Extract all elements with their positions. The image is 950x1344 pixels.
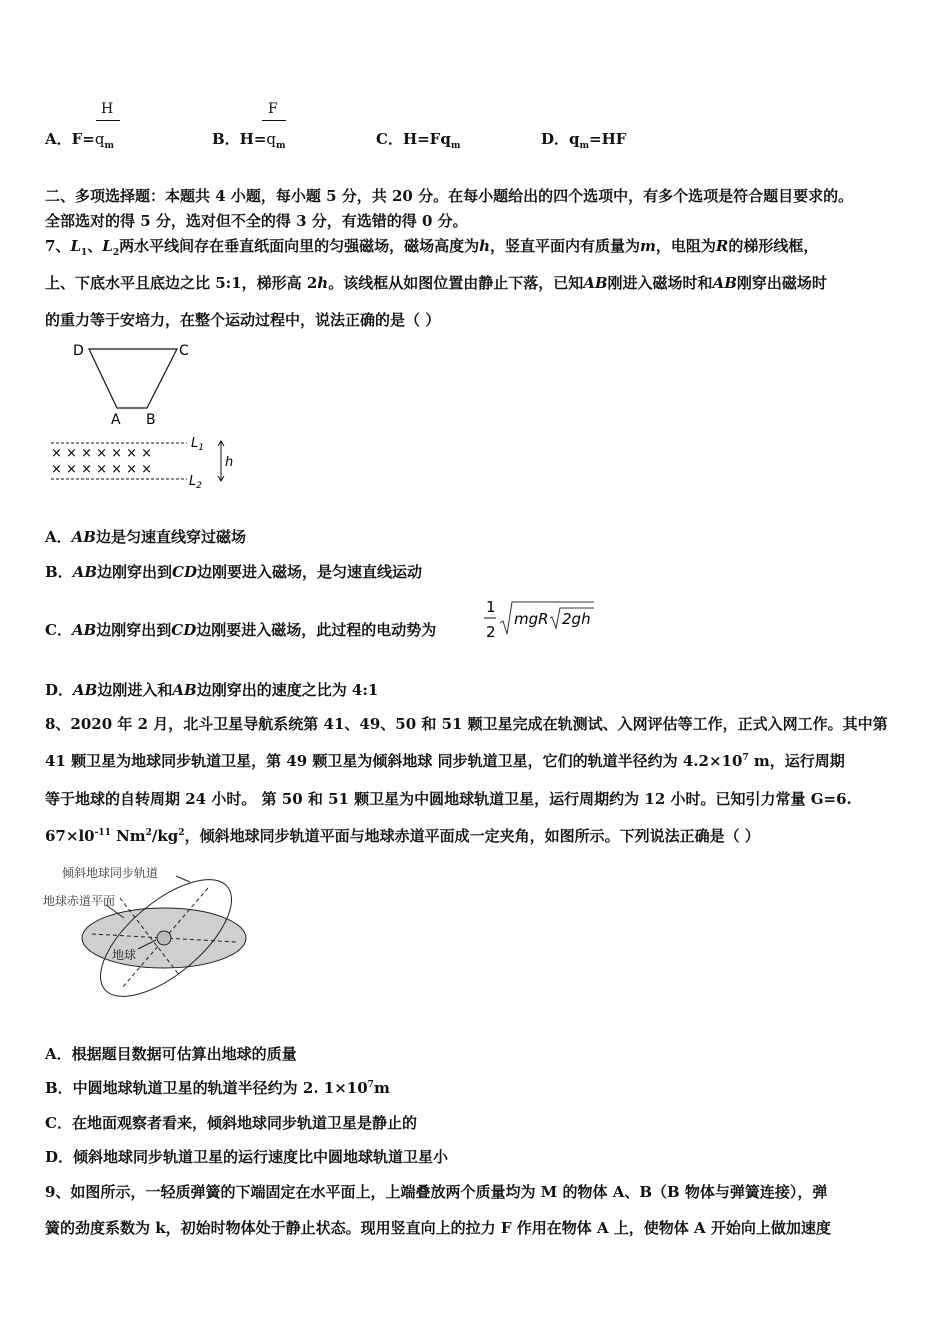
q8-orbit-figure bbox=[40, 858, 260, 1003]
q7-option-b: B．AB边刚穿出到CD边刚要进入磁场，是匀速直线运动 bbox=[45, 563, 422, 581]
q6-option-c: C．$H=Fq_m$ bbox=[376, 130, 461, 151]
q7-stem-line2: 上、下底水平且底边之比 5:1，梯形高 2h。该线框从如图位置由静止下落，已知AB刚进入磁场时和AB刚穿出磁场时 bbox=[45, 274, 827, 292]
earth-icon bbox=[157, 931, 171, 945]
label-C: C bbox=[179, 343, 189, 359]
q8-stem-line1: 8、2020 年 2 月，北斗卫星导航系统第 41、49、50 和 51 颗卫星完成在轨测试、入网评估等工作，正式入网工作。其中第 bbox=[45, 715, 888, 733]
label-L2: $L_2$ bbox=[189, 474, 202, 491]
equatorial-plane-label: 地球赤道平面 bbox=[43, 894, 116, 908]
label-D: D bbox=[73, 343, 84, 359]
q7-stem-line1: 7、$L_1$、$L_2$两水平线间存在垂直纸面向里的匀强磁场，磁场高度为h，竖直平面内有质量为m，电阻为R的梯形线框， bbox=[45, 237, 819, 258]
q7-option-c: C．AB边刚穿出到CD边刚要进入磁场，此过程的电动势为 bbox=[45, 621, 437, 639]
label-L1: $L_1$ bbox=[191, 436, 204, 453]
q7-stem-line3: 的重力等于安培力，在整个运动过程中，说法正确的是（ ） bbox=[45, 311, 441, 329]
q6-option-a: A．$F=q_m$ bbox=[45, 130, 114, 151]
earth-label: 地球 bbox=[112, 948, 137, 962]
q7-option-d: D．AB边刚进入和AB边刚穿出的速度之比为 4:1 bbox=[45, 681, 379, 699]
q8-stem-line4: $67\times l0^{-11}$ $Nm^2/kg^2$，倾斜地球同步轨道平面与地球赤道平面成一定夹角，如图所示。下列说法正确是（ ） bbox=[45, 827, 760, 845]
q8-option-a: A．根据题目数据可估算出地球的质量 bbox=[45, 1045, 297, 1063]
q6-option-a-fraction-bar bbox=[96, 120, 120, 121]
field-crosses-row1: × × × × × × × bbox=[51, 446, 153, 461]
q8-stem-line2: 41 颗卫星为地球同步轨道卫星，第 49 颗卫星为倾斜地球 同步轨道卫星，它们的轨道半径约为 $4.2\times 10^7$ m，运行周期 bbox=[45, 752, 845, 770]
q6-option-d: D．$q_m=HF$ bbox=[541, 130, 627, 151]
section2-heading-line2: 全部选对的得 5 分，选对但不全的得 3 分，有选错的得 0 分。 bbox=[45, 212, 468, 230]
q8-option-b: B．中圆地球轨道卫星的轨道半径约为 2. $1\times 10^7m$ bbox=[45, 1079, 390, 1097]
q9-stem-line1: 9、如图所示，一轻质弹簧的下端固定在水平面上，上端叠放两个质量均为 M 的物体 A、B（B 物体与弹簧连接），弹 bbox=[45, 1183, 828, 1201]
svg-text:mgR: mgR bbox=[514, 610, 549, 628]
q8-option-d: D．倾斜地球同步轨道卫星的运行速度比中圆地球轨道卫星小 bbox=[45, 1148, 449, 1166]
q6-option-b-numerator: F bbox=[268, 101, 278, 117]
field-crosses-row2: × × × × × × × bbox=[51, 462, 153, 477]
q7-option-a: A．AB边是匀速直线穿过磁场 bbox=[45, 528, 246, 546]
inclined-orbit-label: 倾斜地球同步轨道 bbox=[62, 866, 159, 880]
trapezoid-frame bbox=[89, 349, 177, 408]
q7-trapezoid-figure bbox=[45, 335, 245, 495]
label-B: B bbox=[146, 412, 156, 428]
q6-option-a-numerator: H bbox=[101, 101, 114, 117]
svg-text:1: 1 bbox=[486, 598, 496, 616]
q9-stem-line2: 簧的劲度系数为 k，初始时物体处于静止状态。现用竖直向上的拉力 F 作用在物体 A 上，使物体 A 开始向上做加速度 bbox=[45, 1219, 831, 1237]
q8-stem-line3: 等于地球的自转周期 24 小时。 第 50 和 51 颗卫星为中圆地球轨道卫星，运行周期约为 12 小时。已知引力常量 G=6. bbox=[45, 790, 852, 808]
label-A: A bbox=[111, 412, 121, 428]
label-h: h bbox=[225, 455, 234, 470]
section2-heading-line1: 二、多项选择题：本题共 4 小题，每小题 5 分，共 20 分。在每小题给出的四个选项中，有多个选项是符合题目要求的。 bbox=[45, 187, 854, 205]
svg-text:2: 2 bbox=[486, 623, 496, 641]
svg-text:2gh: 2gh bbox=[562, 610, 591, 628]
q6-option-b: B．$H=q_m$ bbox=[212, 130, 286, 151]
q8-option-c: C．在地面观察者看来，倾斜地球同步轨道卫星是静止的 bbox=[45, 1114, 417, 1132]
q6-option-b-fraction-bar bbox=[262, 120, 286, 121]
q7-option-c-formula bbox=[482, 596, 598, 646]
